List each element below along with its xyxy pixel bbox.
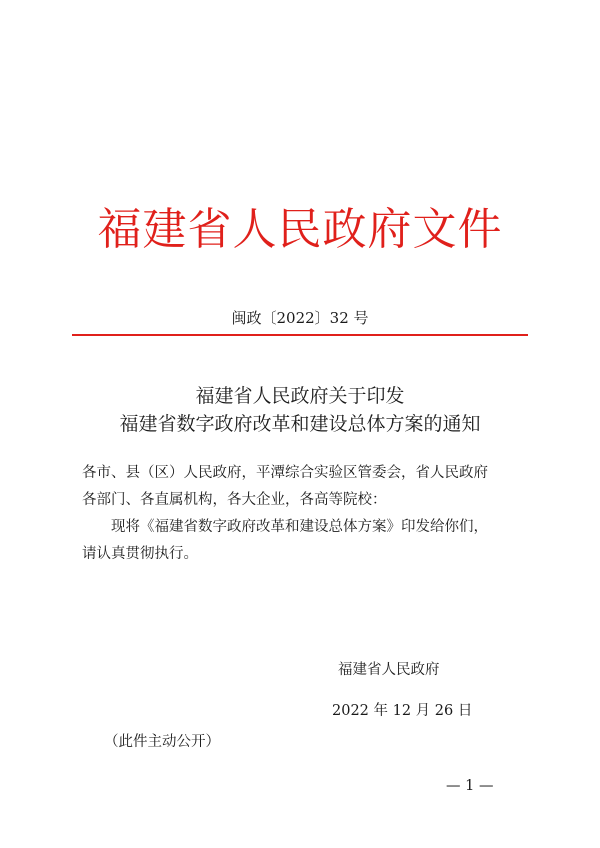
- red-divider-rule: [72, 334, 528, 336]
- body-line-notice-1: 现将《福建省数字政府改革和建设总体方案》印发给你们，: [111, 519, 488, 535]
- document-body: [82, 460, 522, 568]
- disclosure-note: （此件主动公开）: [104, 734, 220, 750]
- body-line-addressees-1: 各市、县（区）人民政府，平潭综合实验区管委会，省人民政府: [82, 465, 488, 481]
- title-line-2: 福建省数字政府改革和建设总体方案的通知: [119, 413, 481, 435]
- page-number: — 1 —: [446, 778, 494, 794]
- document-title: [0, 382, 600, 438]
- body-line-addressees-2: 各部门、各直属机构，各大企业，各高等院校：: [82, 492, 387, 508]
- document-number: 闽政〔2022〕32 号: [231, 309, 369, 327]
- issue-date: 2022 年 12 月 26 日: [332, 703, 473, 719]
- title-line-1: 福建省人民政府关于印发: [195, 385, 405, 407]
- issuer-signature: 福建省人民政府: [338, 662, 440, 678]
- body-line-notice-2: 请认真贯彻执行。: [82, 546, 198, 562]
- document-masthead: 福建省人民政府文件: [97, 204, 503, 255]
